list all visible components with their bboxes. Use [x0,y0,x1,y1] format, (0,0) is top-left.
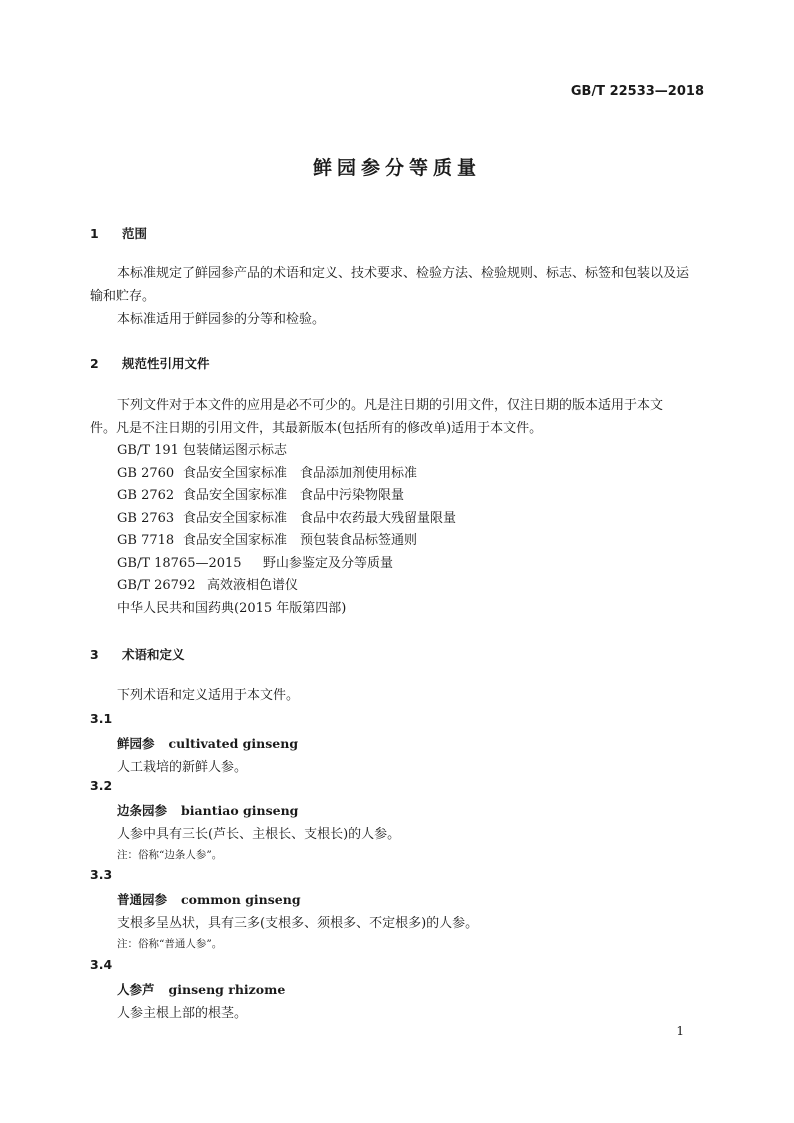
term-name: 边条园参 biantiao ginseng [117,803,299,818]
term-number: 3.1 [90,711,113,726]
document-title: 鲜园参分等质量 [312,157,481,179]
term-name: 鲜园参 cultivated ginseng [117,736,299,751]
standard-code: GB/T 22533—2018 [570,84,704,99]
reference-item: GB 2762 食品安全国家标准 食品中污染物限量 [117,488,405,503]
term-definition: 人参中具有三长(芦长、主根长、支根长)的人参。 [117,827,401,842]
page-number: 1 [676,1024,684,1038]
section-1-heading [90,224,147,242]
term-name: 人参芦 ginseng rhizome [117,982,286,997]
reference-item: GB 2763 食品安全国家标准 食品中农药最大残留量限量 [117,510,457,526]
reference-item: GB/T 191 包装储运图示标志 [117,443,288,458]
section-3-heading [90,645,185,663]
section-number: 2 [90,356,99,371]
term-number: 3.2 [90,778,113,793]
term-number: 3.3 [90,867,113,882]
term-definition: 人参主根上部的根茎。 [117,1006,248,1021]
reference-item: GB/T 26792 高效液相色谱仪 [117,578,299,593]
terms-intro: 下列术语和定义适用于本文件。 [117,688,300,703]
scope-para2: 本标准适用于鲜园参的分等和检验。 [117,312,326,327]
term-number: 3.4 [90,957,113,972]
section-2-heading [90,354,210,372]
term-definition: 人工栽培的新鲜人参。 [117,760,248,775]
refs-intro-line2: 件。凡是不注日期的引用文件，其最新版本(包括所有的修改单)适用于本文件。 [90,421,543,436]
refs-intro-line1: 下列文件对于本文件的应用是必不可少的。凡是注日期的引用文件，仅注日期的版本适用于本文 [117,398,664,413]
reference-item: GB 2760 食品安全国家标准 食品添加剂使用标准 [117,465,418,481]
section-title: 术语和定义 [122,647,185,662]
term-note: 注：俗称“边条人参”。 [117,849,223,861]
reference-list [117,440,456,620]
section-title: 范围 [122,226,148,241]
term-name: 普通园参 common ginseng [117,892,301,907]
scope-para-line1: 本标准规定了鲜园参产品的术语和定义、技术要求、检验方法、检验规则、标志、标签和包装以及运 [117,266,690,281]
scope-para-line2: 输和贮存。 [90,289,156,304]
section-number: 3 [90,647,99,662]
section-title: 规范性引用文件 [122,356,210,371]
term-definition: 支根多呈丛状，具有三多(支根多、须根多、不定根多)的人参。 [117,916,479,931]
term-note: 注：俗称“普通人参”。 [117,938,223,950]
reference-item: GB/T 18765—2015 野山参鉴定及分等质量 [117,555,394,571]
reference-item: GB 7718 食品安全国家标准 预包装食品标签通则 [117,533,418,548]
reference-item: 中华人民共和国药典(2015 年版第四部) [117,600,347,616]
section-number: 1 [90,226,99,241]
